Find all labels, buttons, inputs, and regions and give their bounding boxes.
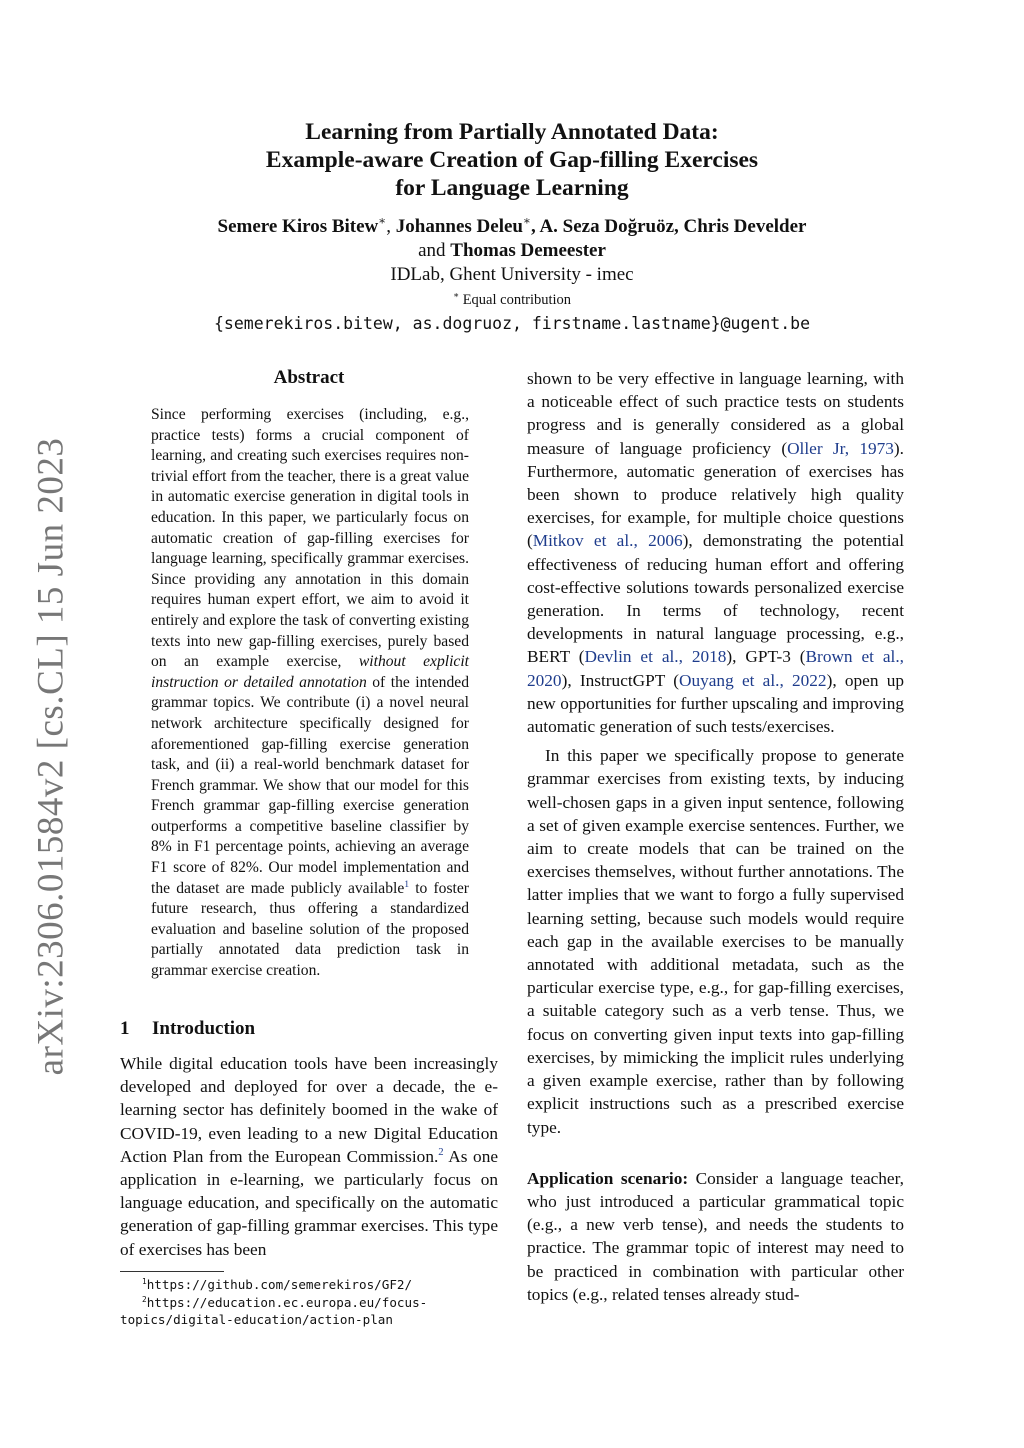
author-5: Thomas Demeester bbox=[450, 240, 606, 261]
citation-brown[interactable]: Brown et al., 2020 bbox=[527, 647, 904, 690]
star-mark: ∗ bbox=[378, 214, 387, 228]
arxiv-stamp-text: arXiv:2306.01584v2 [cs.CL] 15 Jun 2023 bbox=[30, 437, 72, 1075]
section-number: 1 bbox=[120, 1018, 130, 1039]
footnote-1: $^1$https://github.com/semerekiros/GF2/ bbox=[142, 1276, 413, 1292]
footnote-2: $^2$https://education.ec.europa.eu/focus-topics/digital-education/action-plan bbox=[120, 1294, 428, 1327]
equal-contribution-note: ∗ Equal contribution bbox=[452, 290, 572, 308]
citation-ouyang[interactable]: Ouyang et al., 2022 bbox=[679, 670, 827, 690]
author-list bbox=[120, 215, 904, 263]
section-title: Introduction bbox=[152, 1018, 256, 1039]
footnote-ref-1[interactable]: 1 bbox=[404, 878, 410, 890]
citation-oller[interactable]: Oller Jr, 1973 bbox=[787, 438, 894, 458]
footnote-1-link[interactable]: https://github.com/semerekiros/GF2/ bbox=[146, 1277, 413, 1292]
paragraph-3: Application scenario: Consider a language teacher, who just introduced a particular grammatical topic (e.g., a new verb tense), and needs the students to practice. The grammar topic of interest may need to be practiced in combination with particular other topics (e.g., related tenses already stud- bbox=[527, 1168, 904, 1304]
abstract-body: Since performing exercises (including, e.g., practice tests) forms a crucial component of learning, and creating such exercises requires non-trivial effort from the teacher, there is a great value in automatic exercise generation in digital tools in education. In this paper, we particularly focus on automatic creation of gap-filling exercises for language learning, specifically grammar exercises. Since providing any annotation in this domain requires human expert effort, we aim to avoid it entirely and explore the task of converting existing texts into new gap-filling exercises, purely based on an example exercise, without explicit instruction or detailed annotation of the intended grammar topics. We contribute (i) a novel neural network architecture specifically designed for aforementioned gap-filling exercise generation task, and (ii) a real-world benchmark dataset for French grammar. We show that our model for this French grammar gap-filling exercise generation outperforms a competitive baseline classifier by 8% in F1 percentage points, achieving an average F1 score of 82%. Our model implementation and the dataset are made publicly available$^1$ to foster future research, thus offering a standardized evaluation and baseline solution of the proposed partially annotated data prediction task in grammar exercise creation. bbox=[151, 406, 469, 980]
citation-mitkov[interactable]: Mitkov et al., 2006 bbox=[532, 531, 683, 551]
author-3: A. Seza Doğruöz bbox=[539, 216, 675, 237]
star-mark: ∗ bbox=[523, 214, 531, 228]
title-line-3: for Language Learning bbox=[395, 175, 629, 201]
section-heading-introduction bbox=[120, 1018, 255, 1040]
footnotes bbox=[120, 1276, 510, 1329]
citation-devlin[interactable]: Devlin et al., 2018 bbox=[584, 647, 727, 667]
title-line-2: Example-aware Creation of Gap-filling Exercises bbox=[265, 147, 759, 173]
title-line-1: Learning from Partially Annotated Data: bbox=[305, 119, 719, 145]
author-line-1: Semere Kiros Bitew∗, Johannes Deleu∗, A. Seza Doğruöz, Chris Develder bbox=[217, 214, 807, 237]
author-2: Johannes Deleu bbox=[395, 216, 523, 237]
footnote-divider bbox=[120, 1271, 224, 1272]
paragraph-2: In this paper we specifically propose to generate grammar exercises from existing texts, by inducing well-chosen gaps in a given input sentence, following a set of given example exercise sentences. Further, we aim to create models that can be trained on the exercises themselves, without further annotations. The latter implies that we want to forgo a fully supervised learning setting, because such models would require each gap in the available exercises to be manually annotated with additional metadata, such as the particular exercise type, e.g., for gap-filling exercises, a suitable category such as a verb tense. Thus, we focus on converting given input texts into gap-filling exercises, by mimicking the implicit rules underlying a given example exercise, rather than by following explicit instructions such as a prescribed exercise type. bbox=[527, 746, 904, 1137]
right-column bbox=[527, 367, 904, 1306]
author-line-2: and Thomas Demeester bbox=[418, 240, 606, 261]
footnote-ref-2[interactable]: 2 bbox=[438, 1146, 444, 1159]
arxiv-stamp bbox=[20, 437, 82, 1075]
author-4: Chris Develder bbox=[683, 216, 807, 237]
author-1: Semere Kiros Bitew bbox=[217, 216, 379, 237]
footnote-2-link[interactable]: https://education.ec.europa.eu/focus-topics/digital-education/action-plan bbox=[120, 1294, 428, 1327]
paragraph-1: shown to be very effective in language learning, with a noticeable effect of such practice tests on students progress and is generally considered as a global measure of language proficiency (Oller Jr, 1973). Furthermore, automatic generation of exercises has been shown to produce relatively high quality exercises, for example, for multiple choice questions (Mitkov et al., 2006), demonstrating the potential effectiveness of reducing human effort and offering cost-effective solutions towards personalized exercise generation. In terms of technology, recent developments in natural language processing, e.g., BERT (Devlin et al., 2018), GPT-3 (Brown et al., 2020), InstructGPT (Ouyang et al., 2022), open up new opportunities for further upscaling and improving automatic generation of such tests/exercises. bbox=[527, 369, 904, 737]
application-scenario-label: Application scenario: bbox=[527, 1168, 689, 1188]
affiliation: IDLab, Ghent University - imec bbox=[390, 264, 634, 285]
paper-title bbox=[120, 118, 904, 202]
author-emails: {semerekiros.bitew, as.dogruoz, firstname.lastname}@ugent.be bbox=[213, 314, 811, 333]
introduction-body: While digital education tools have been increasingly developed and deployed for over a decade, the e-learning sector has definitely boomed in the wake of COVID-19, even leading to a new Digital Education Action Plan from the European Commission.$^2$ As one application in e-learning, we particularly focus on language education, and specifically on the automatic generation of gap-filling grammar exercises. This type of exercises has been bbox=[120, 1054, 499, 1259]
abstract-heading: Abstract bbox=[273, 367, 345, 388]
